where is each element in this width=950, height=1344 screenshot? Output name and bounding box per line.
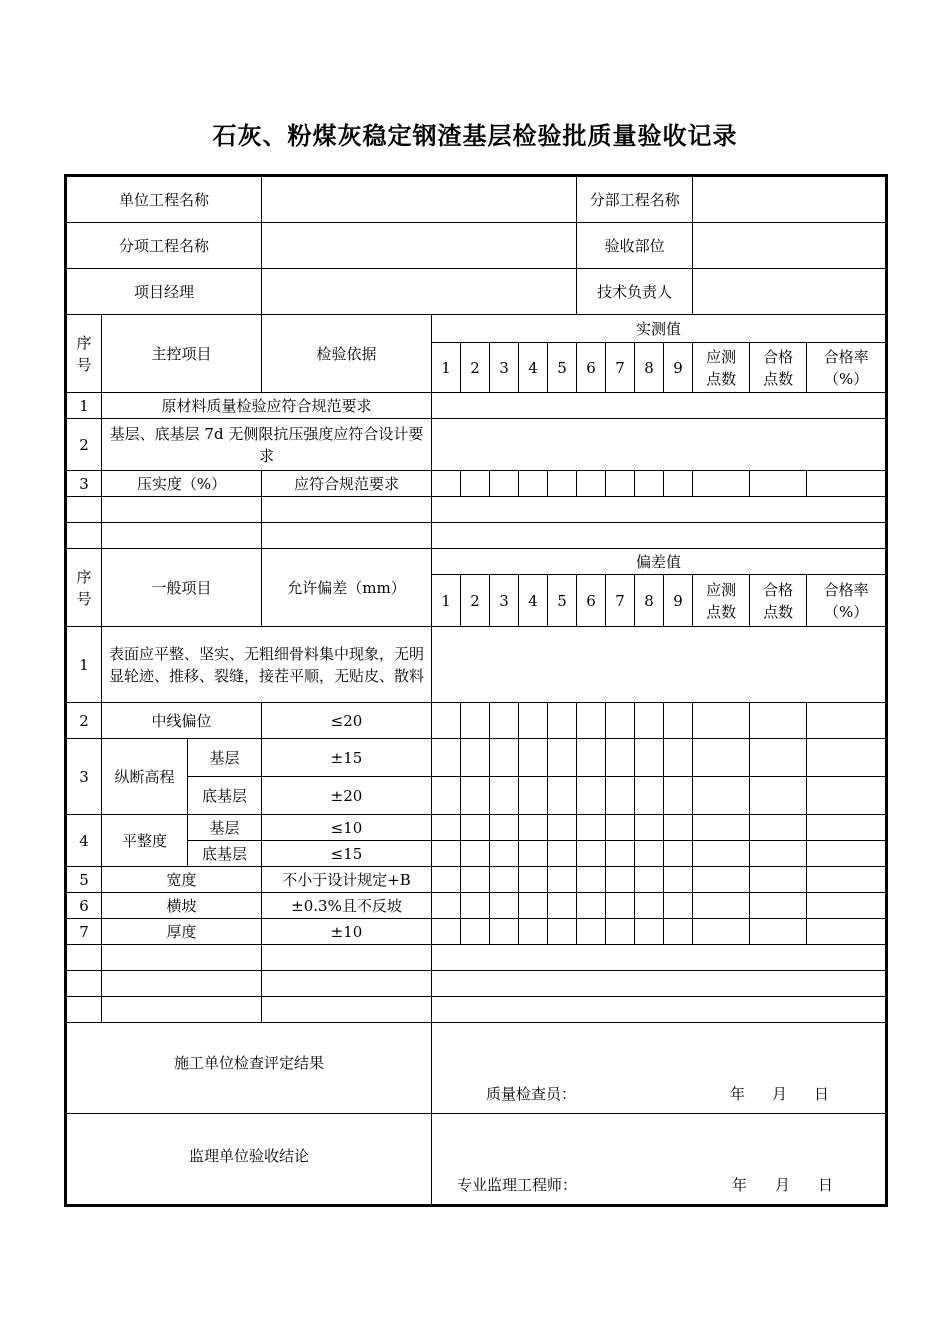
main-control-header-row	[66, 315, 887, 343]
measure-cell[interactable]	[606, 815, 635, 841]
measure-cell[interactable]	[750, 703, 807, 739]
should-measure-label: 应测点数	[693, 343, 750, 393]
blank-cell[interactable]	[262, 497, 432, 523]
pass-rate-label: 合格率（%）	[807, 343, 887, 393]
row-seq: 6	[66, 893, 102, 919]
blank-cell[interactable]	[262, 945, 432, 971]
general-header-row	[66, 549, 887, 575]
blank-cell[interactable]	[66, 497, 102, 523]
row-seq: 1	[66, 393, 102, 419]
table-row	[66, 703, 887, 739]
table-row	[66, 815, 887, 841]
blank-cell[interactable]	[66, 523, 102, 549]
table-row	[66, 867, 887, 893]
blank-cell[interactable]	[432, 971, 887, 997]
supervision-conclusion-signature[interactable]	[432, 1114, 887, 1206]
blank-cell[interactable]	[66, 971, 102, 997]
table-row	[66, 893, 887, 919]
measure-cell[interactable]	[432, 703, 461, 739]
col-7: 7	[606, 343, 635, 393]
measure-cell[interactable]	[693, 919, 750, 945]
row-subitem: 底基层	[188, 841, 262, 867]
year-label: 年	[732, 1176, 748, 1194]
row-seq: 1	[66, 627, 102, 703]
table-row	[66, 945, 887, 971]
blank-cell[interactable]	[432, 945, 887, 971]
measure-cell[interactable]	[693, 471, 750, 497]
row-subitem: 底基层	[188, 777, 262, 815]
measure-cell[interactable]	[693, 703, 750, 739]
should-measure-label: 应测点数	[693, 575, 750, 627]
technical-lead-label: 技术负责人	[577, 269, 693, 315]
col-7: 7	[606, 575, 635, 627]
measure-cell[interactable]	[664, 739, 693, 777]
measure-cell[interactable]	[635, 777, 664, 815]
construction-result-row	[66, 1023, 887, 1114]
measure-cell[interactable]	[461, 739, 490, 777]
col-1: 1	[432, 343, 461, 393]
measure-cell[interactable]	[635, 471, 664, 497]
measure-cell[interactable]	[519, 815, 548, 841]
unit-project-label: 单位工程名称	[66, 176, 262, 223]
project-manager-label: 项目经理	[66, 269, 262, 315]
table-row	[66, 419, 887, 471]
row-item: 中线偏位	[102, 703, 262, 739]
day-label: 日	[818, 1176, 834, 1194]
blank-cell[interactable]	[102, 945, 262, 971]
measure-cell[interactable]	[548, 815, 577, 841]
measure-cell[interactable]	[490, 841, 519, 867]
qualified-points-label: 合格点数	[750, 575, 807, 627]
measure-cell[interactable]	[432, 893, 461, 919]
construction-result-label: 施工单位检查评定结果	[66, 1023, 432, 1114]
row-tolerance: ≤20	[262, 703, 432, 739]
measure-cell[interactable]	[606, 703, 635, 739]
col-5: 5	[548, 343, 577, 393]
supervision-conclusion-label: 监理单位验收结论	[66, 1114, 432, 1206]
measure-cell[interactable]	[807, 739, 887, 777]
general-item-label: 一般项目	[102, 549, 262, 627]
measure-cell[interactable]	[807, 777, 887, 815]
measure-cell[interactable]	[461, 867, 490, 893]
measure-cell[interactable]	[750, 893, 807, 919]
measure-cell[interactable]	[664, 703, 693, 739]
row-item: 纵断高程	[102, 739, 188, 815]
blank-cell[interactable]	[102, 997, 262, 1023]
row-item: 厚度	[102, 919, 262, 945]
measure-cell[interactable]	[519, 739, 548, 777]
measure-cell[interactable]	[432, 471, 461, 497]
main-basis-label: 检验依据	[262, 315, 432, 393]
row-item: 平整度	[102, 815, 188, 867]
technical-lead-value[interactable]	[693, 269, 887, 315]
blank-cell[interactable]	[432, 497, 887, 523]
blank-cell[interactable]	[66, 945, 102, 971]
acceptance-record-table	[64, 174, 888, 1207]
col-2: 2	[461, 343, 490, 393]
measure-cell[interactable]	[548, 919, 577, 945]
measure-cell[interactable]	[606, 841, 635, 867]
col-3: 3	[490, 343, 519, 393]
measure-cell[interactable]	[519, 471, 548, 497]
measure-cell[interactable]	[606, 739, 635, 777]
measure-cell[interactable]	[461, 703, 490, 739]
page-title: 石灰、粉煤灰稳定钢渣基层检验批质量验收记录	[212, 122, 738, 150]
row-tolerance: ≤10	[262, 815, 432, 841]
measure-cell[interactable]	[432, 739, 461, 777]
table-row	[66, 841, 887, 867]
measure-cell[interactable]	[750, 471, 807, 497]
measure-cell[interactable]	[577, 471, 606, 497]
main-seq-label: 序号	[66, 315, 102, 393]
measure-cell[interactable]	[664, 471, 693, 497]
row-tolerance: 不小于设计规定+B	[262, 867, 432, 893]
row-measure-area[interactable]	[432, 419, 887, 471]
row-measure-area[interactable]	[432, 627, 887, 703]
blank-cell[interactable]	[262, 971, 432, 997]
table-row	[66, 471, 887, 497]
blank-cell[interactable]	[102, 497, 262, 523]
col-5: 5	[548, 575, 577, 627]
measure-cell[interactable]	[807, 919, 887, 945]
row-basis: 应符合规范要求	[262, 471, 432, 497]
measure-cell[interactable]	[750, 919, 807, 945]
measure-cell[interactable]	[432, 919, 461, 945]
measure-cell[interactable]	[606, 919, 635, 945]
blank-cell[interactable]	[102, 971, 262, 997]
measure-cell[interactable]	[490, 919, 519, 945]
measure-cell[interactable]	[664, 841, 693, 867]
table-row	[66, 739, 887, 777]
measure-cell[interactable]	[807, 471, 887, 497]
measure-cell[interactable]	[664, 867, 693, 893]
sub-item-project-label: 分项工程名称	[66, 223, 262, 269]
measure-cell[interactable]	[519, 867, 548, 893]
measure-cell[interactable]	[750, 777, 807, 815]
blank-cell[interactable]	[432, 997, 887, 1023]
construction-result-signature[interactable]	[432, 1023, 887, 1114]
measure-cell[interactable]	[807, 867, 887, 893]
measure-cell[interactable]	[519, 919, 548, 945]
col-8: 8	[635, 575, 664, 627]
col-2: 2	[461, 575, 490, 627]
division-project-label: 分部工程名称	[577, 176, 693, 223]
blank-cell[interactable]	[66, 997, 102, 1023]
measure-cell[interactable]	[548, 471, 577, 497]
supervising-engineer-label: 专业监理工程师：	[457, 1176, 578, 1194]
header-row	[66, 176, 887, 223]
measure-cell[interactable]	[807, 841, 887, 867]
measure-cell[interactable]	[693, 867, 750, 893]
row-tolerance: ±20	[262, 777, 432, 815]
row-subitem: 基层	[188, 739, 262, 777]
unit-project-value[interactable]	[262, 176, 577, 223]
measure-cell[interactable]	[635, 815, 664, 841]
measure-cell[interactable]	[461, 919, 490, 945]
row-item: 原材料质量检验应符合规范要求	[102, 393, 432, 419]
measure-cell[interactable]	[519, 841, 548, 867]
measure-cell[interactable]	[577, 919, 606, 945]
measure-cell[interactable]	[635, 703, 664, 739]
measure-cell[interactable]	[577, 739, 606, 777]
measure-cell[interactable]	[577, 867, 606, 893]
measure-cell[interactable]	[577, 841, 606, 867]
measure-cell[interactable]	[461, 893, 490, 919]
measure-cell[interactable]	[807, 815, 887, 841]
measure-cell[interactable]	[750, 815, 807, 841]
blank-cell[interactable]	[262, 523, 432, 549]
measure-cell[interactable]	[693, 841, 750, 867]
measure-cell[interactable]	[807, 893, 887, 919]
row-item: 表面应平整、坚实、无粗细骨料集中现象，无明显轮迹、推移、裂缝，接茬平顺，无贴皮、散料	[102, 627, 432, 703]
row-seq: 4	[66, 815, 102, 867]
row-subitem: 基层	[188, 815, 262, 841]
measure-cell[interactable]	[548, 867, 577, 893]
measure-cell[interactable]	[635, 893, 664, 919]
measure-cell[interactable]	[693, 893, 750, 919]
qualified-points-label: 合格点数	[750, 343, 807, 393]
measure-cell[interactable]	[635, 867, 664, 893]
measure-cell[interactable]	[490, 815, 519, 841]
measure-cell[interactable]	[635, 841, 664, 867]
row-seq: 7	[66, 919, 102, 945]
measure-cell[interactable]	[664, 777, 693, 815]
measure-cell[interactable]	[432, 777, 461, 815]
col-1: 1	[432, 575, 461, 627]
row-seq: 3	[66, 739, 102, 815]
measure-cell[interactable]	[750, 739, 807, 777]
measure-cell[interactable]	[519, 777, 548, 815]
col-3: 3	[490, 575, 519, 627]
measure-cell[interactable]	[750, 867, 807, 893]
measure-cell[interactable]	[490, 703, 519, 739]
measure-cell[interactable]	[461, 841, 490, 867]
table-row	[66, 523, 887, 549]
month-label: 月	[772, 1085, 788, 1103]
col-8: 8	[635, 343, 664, 393]
measure-cell[interactable]	[635, 739, 664, 777]
measure-cell[interactable]	[548, 841, 577, 867]
pass-rate-label: 合格率（%）	[807, 575, 887, 627]
row-seq: 2	[66, 703, 102, 739]
measure-cell[interactable]	[750, 841, 807, 867]
blank-cell[interactable]	[102, 523, 262, 549]
col-4: 4	[519, 575, 548, 627]
project-manager-value[interactable]	[262, 269, 577, 315]
measure-cell[interactable]	[461, 471, 490, 497]
sub-item-project-value[interactable]	[262, 223, 577, 269]
table-row	[66, 777, 887, 815]
col-9: 9	[664, 575, 693, 627]
measure-cell[interactable]	[664, 893, 693, 919]
measure-cell[interactable]	[461, 815, 490, 841]
measure-cell[interactable]	[548, 893, 577, 919]
row-item: 基层、底基层 7d 无侧限抗压强度应符合设计要求	[102, 419, 432, 471]
measure-cell[interactable]	[548, 777, 577, 815]
measured-value-label: 实测值	[432, 315, 887, 343]
division-project-value[interactable]	[693, 176, 887, 223]
measure-cell[interactable]	[807, 703, 887, 739]
measure-cell[interactable]	[519, 703, 548, 739]
measure-cell[interactable]	[577, 703, 606, 739]
measure-cell[interactable]	[693, 739, 750, 777]
row-tolerance: ±0.3%且不反坡	[262, 893, 432, 919]
measure-cell[interactable]	[432, 815, 461, 841]
measure-cell[interactable]	[635, 919, 664, 945]
measure-cell[interactable]	[490, 777, 519, 815]
acceptance-part-label: 验收部位	[577, 223, 693, 269]
measure-cell[interactable]	[664, 919, 693, 945]
measure-cell[interactable]	[606, 893, 635, 919]
row-seq: 3	[66, 471, 102, 497]
blank-cell[interactable]	[432, 523, 887, 549]
measure-cell[interactable]	[577, 893, 606, 919]
measure-cell[interactable]	[693, 777, 750, 815]
measure-cell[interactable]	[606, 867, 635, 893]
measure-cell[interactable]	[664, 815, 693, 841]
tolerance-label: 允许偏差（mm）	[262, 549, 432, 627]
day-label: 日	[814, 1085, 830, 1103]
measure-cell[interactable]	[490, 471, 519, 497]
main-item-label: 主控项目	[102, 315, 262, 393]
measure-cell[interactable]	[548, 703, 577, 739]
table-row	[66, 919, 887, 945]
row-item: 压实度（%）	[102, 471, 262, 497]
table-row	[66, 971, 887, 997]
row-item: 横坡	[102, 893, 262, 919]
measure-cell[interactable]	[490, 893, 519, 919]
measure-cell[interactable]	[490, 867, 519, 893]
table-row	[66, 627, 887, 703]
measure-cell[interactable]	[693, 815, 750, 841]
col-9: 9	[664, 343, 693, 393]
measure-cell[interactable]	[548, 739, 577, 777]
measure-cell[interactable]	[519, 893, 548, 919]
table-row	[66, 497, 887, 523]
blank-cell[interactable]	[262, 997, 432, 1023]
row-tolerance: ≤15	[262, 841, 432, 867]
row-tolerance: ±15	[262, 739, 432, 777]
col-4: 4	[519, 343, 548, 393]
acceptance-part-value[interactable]	[693, 223, 887, 269]
header-row	[66, 269, 887, 315]
row-measure-area[interactable]	[432, 393, 887, 419]
measure-cell[interactable]	[432, 841, 461, 867]
quality-inspector-label: 质量检查员：	[486, 1085, 577, 1103]
deviation-value-label: 偏差值	[432, 549, 887, 575]
measure-cell[interactable]	[432, 867, 461, 893]
col-6: 6	[577, 575, 606, 627]
row-seq: 2	[66, 419, 102, 471]
header-row	[66, 223, 887, 269]
month-label: 月	[775, 1176, 791, 1194]
year-label: 年	[730, 1085, 746, 1103]
row-tolerance: ±10	[262, 919, 432, 945]
measure-cell[interactable]	[461, 777, 490, 815]
table-row	[66, 997, 887, 1023]
measure-cell[interactable]	[606, 471, 635, 497]
measure-cell[interactable]	[577, 815, 606, 841]
col-6: 6	[577, 343, 606, 393]
row-item: 宽度	[102, 867, 262, 893]
measure-cell[interactable]	[490, 739, 519, 777]
row-seq: 5	[66, 867, 102, 893]
supervision-conclusion-row	[66, 1114, 887, 1206]
measure-cell[interactable]	[577, 777, 606, 815]
measure-cell[interactable]	[606, 777, 635, 815]
table-row	[66, 393, 887, 419]
general-seq-label: 序号	[66, 549, 102, 627]
